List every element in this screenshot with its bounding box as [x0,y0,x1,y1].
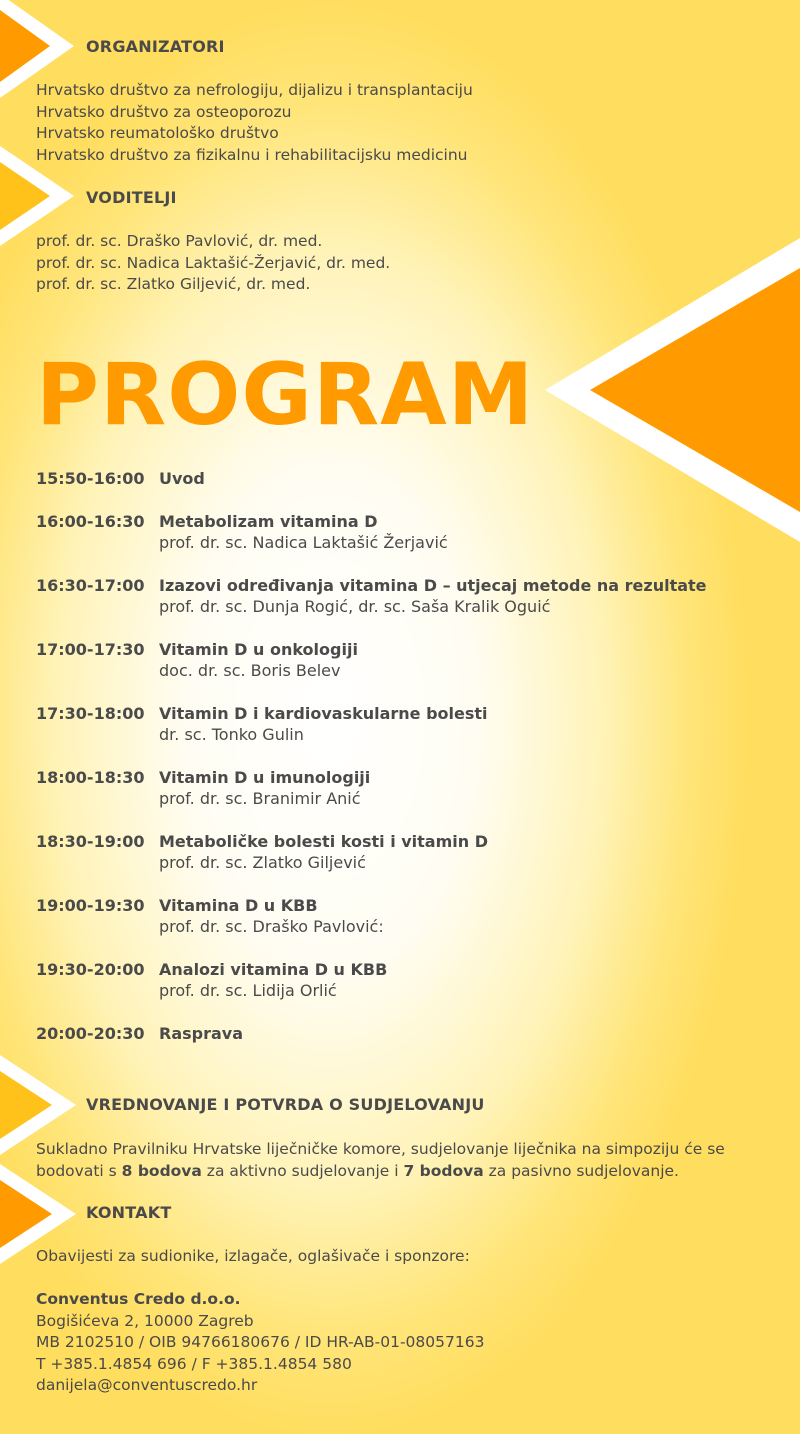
accreditation-text [36,1138,766,1182]
session-time: 17:00-17:30 [36,639,145,659]
session-title: Vitamin D i kardiovaskularne bolesti [159,703,488,723]
leaders-list [36,231,390,296]
session-row [36,511,736,554]
accreditation-text-part: za pasivno sudjelovanje. [483,1162,679,1180]
session-title: Izazovi određivanja vitamina D – utjecaj metode na rezultate [159,575,707,595]
session-time: 18:30-19:00 [36,831,145,851]
session-speaker: prof. dr. sc. Branimir Anić [159,789,361,808]
company-email[interactable]: danijela@conventuscredo.hr [36,1376,258,1394]
session-title: Uvod [159,469,205,488]
organizers-list [36,80,473,166]
session-title: Metaboličke bolesti kosti i vitamin D [159,831,488,851]
session-row [36,767,736,810]
list-item: prof. dr. sc. Draško Pavlović, dr. med. [36,232,323,250]
session-speaker: prof. dr. sc. Nadica Laktašić Žerjavić [159,533,448,552]
accreditation-heading: VREDNOVANJE I POTVRDA O SUDJELOVANJU [86,1095,485,1114]
contact-intro: Obavijesti za sudionike, izlagače, oglašivače i sponzore: [36,1247,470,1265]
session-speaker: prof. dr. sc. Dunja Rogić, dr. sc. Saša Kralik Oguić [159,597,551,616]
session-title: Vitamin D u onkologiji [159,639,358,659]
session-title: Vitamina D u KBB [159,895,318,915]
session-row [36,575,736,618]
leaders-heading: VODITELJI [86,188,177,207]
session-time: 17:30-18:00 [36,703,145,723]
session-title: Rasprava [159,1023,244,1043]
session-time: 16:00-16:30 [36,511,145,531]
list-item: Hrvatsko društvo za fizikalnu i rehabilitacijsku medicinu [36,145,468,164]
program-title: PROGRAM [36,345,535,445]
session-title: Analozi vitamina D u KBB [159,959,388,979]
session-row [36,703,736,746]
company-ids: MB 2102510 / OIB 94766180676 / ID HR-AB-01-08057163 [36,1333,485,1351]
session-time: 18:00-18:30 [36,767,145,787]
list-item: Hrvatsko reumatološko društvo [36,124,279,142]
list-item: prof. dr. sc. Nadica Laktašić-Žerjavić, dr. med. [36,253,391,272]
session-speaker: prof. dr. sc. Draško Pavlović: [159,917,384,936]
contact-details [36,1289,484,1397]
company-name: Conventus Credo d.o.o. [36,1290,241,1308]
company-address: Bogišićeva 2, 10000 Zagreb [36,1311,254,1330]
list-item: prof. dr. sc. Zlatko Giljević, dr. med. [36,275,311,293]
session-speaker: prof. dr. sc. Zlatko Giljević [159,853,366,872]
points-active: 8 bodova [121,1162,202,1180]
list-item: Hrvatsko društvo za nefrologiju, dijalizu i transplantaciju [36,81,473,99]
session-row [36,895,736,938]
company-phones: T +385.1.4854 696 / F +385.1.4854 580 [36,1354,352,1373]
program-schedule [36,468,736,1044]
list-item: Hrvatsko društvo za osteoporozu [36,102,292,121]
session-row [36,959,736,1002]
session-speaker: dr. sc. Tonko Gulin [159,725,304,744]
session-row [36,1023,736,1045]
points-passive: 7 bodova [403,1162,484,1180]
session-speaker: doc. dr. sc. Boris Belev [159,661,341,680]
session-time: 19:30-20:00 [36,959,145,979]
session-time: 16:30-17:00 [36,575,145,595]
session-title: Metabolizam vitamina D [159,511,378,531]
session-row [36,831,736,874]
session-title: Vitamin D u imunologiji [159,767,371,787]
organizers-heading: ORGANIZATORI [86,37,225,56]
accreditation-text-part: Sukladno Pravilniku Hrvatske liječničke komore, sudjelovanje liječnika na simpoziju će se bodovati s [36,1140,725,1180]
accreditation-text-part: za aktivno sudjelovanje i [201,1162,404,1180]
session-row [36,639,736,682]
session-time: 15:50-16:00 [36,469,145,488]
session-time: 20:00-20:30 [36,1023,145,1043]
contact-heading: KONTAKT [86,1203,172,1222]
session-time: 19:00-19:30 [36,895,145,915]
session-row [36,468,736,490]
session-speaker: prof. dr. sc. Lidija Orlić [159,981,337,1000]
